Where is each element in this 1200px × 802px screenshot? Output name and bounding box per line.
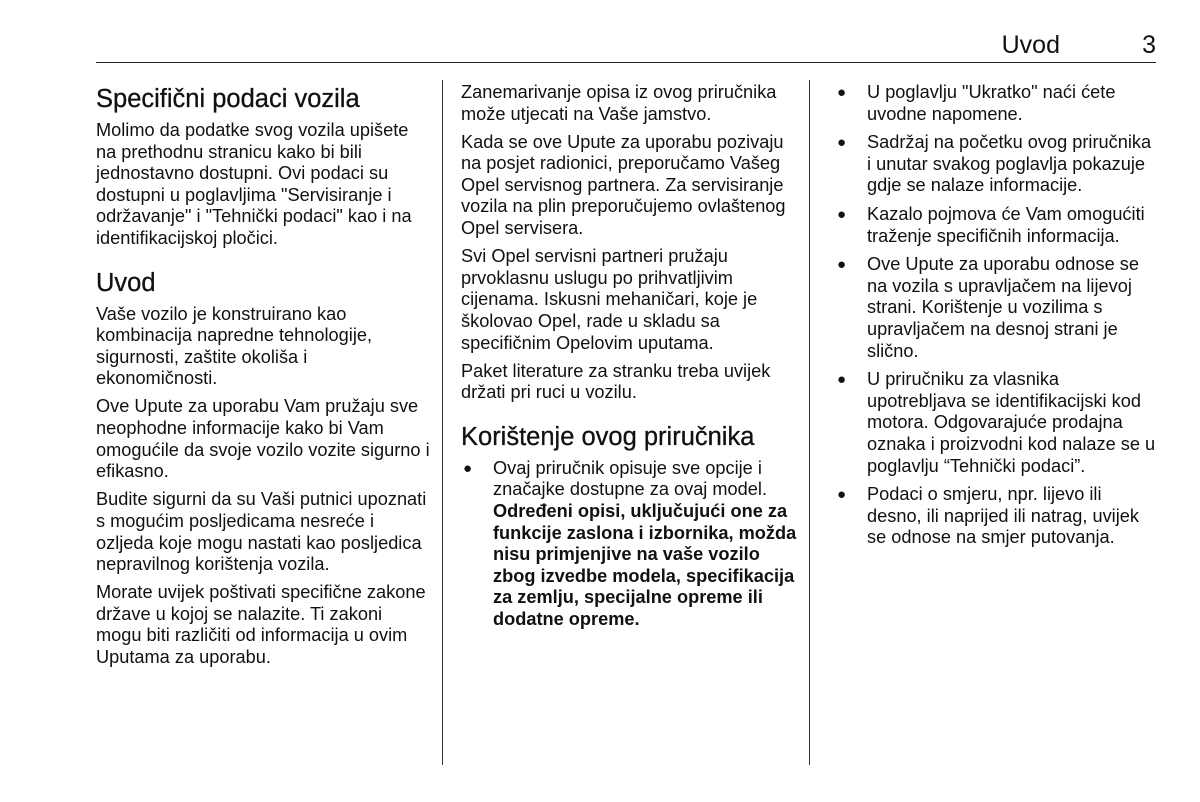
bullet-icon: ● bbox=[837, 256, 847, 274]
heading-uvod: Uvod bbox=[96, 268, 156, 297]
header-chapter-title: Uvod bbox=[1001, 31, 1060, 59]
list-item bbox=[461, 458, 797, 631]
paragraph: Kada se ove Upute za uporabu pozivaju na posjet radionici, preporučamo Vašeg Opel servisnog partnera. Za servisiranje vozila na plin preporučujemo ovlaštenog Opel servisera. bbox=[461, 131, 786, 239]
paragraph: Zanemarivanje opisa iz ovog priručnika može utjecati na Vaše jamstvo. bbox=[461, 82, 777, 124]
column-2 bbox=[461, 82, 797, 638]
list-item-text: Ove Upute za uporabu odnose se na vozila s upravljačem na lijevoj strani. Korištenje u vozilima s upravljačem na desnoj strani je slično. bbox=[867, 254, 1139, 361]
list-item bbox=[835, 254, 1159, 362]
heading-koristenje-prirucnika: Korištenje ovog priručnika bbox=[461, 422, 755, 451]
heading-specificni-podaci: Specifični podaci vozila bbox=[96, 85, 360, 113]
list-item bbox=[835, 82, 1159, 125]
header-rule bbox=[96, 62, 1156, 63]
list-item-bold-text: Određeni opisi, uključujući one za funkcije zaslona i izbornika, možda nisu primjenjive na vaše vozilo zbog izvedbe modela, specifikacija za zemlju, specijalne opreme ili dodatne opreme. bbox=[493, 501, 797, 629]
bullet-icon: ● bbox=[837, 371, 847, 389]
list-item bbox=[835, 204, 1159, 247]
header-page-number: 3 bbox=[1142, 31, 1156, 59]
bullet-list bbox=[835, 82, 1159, 549]
list-item bbox=[835, 369, 1159, 477]
column-1 bbox=[96, 82, 431, 675]
paragraph: Budite sigurni da su Vaši putnici upoznati s mogućim posljedicama nesreće i ozljeda koje mogu nastati kao posljedica nepravilnog korištenja vozila. bbox=[96, 489, 427, 575]
bullet-list bbox=[461, 458, 797, 631]
bullet-icon: ● bbox=[837, 486, 847, 504]
bullet-icon: ● bbox=[837, 205, 847, 223]
paragraph: Svi Opel servisni partneri pružaju prvoklasnu uslugu po prihvatljivim cijenama. Iskusni mehaničari, koje je školovao Opel, rade u skladu sa specifičnim Opelovim uputama. bbox=[461, 246, 758, 353]
bullet-icon: ● bbox=[837, 134, 847, 152]
list-item bbox=[835, 132, 1159, 197]
list-item-text: U priručniku za vlasnika upotrebljava se identifikacijski kod motora. Odgovarajuće prodajna oznaka i proizvodni kod nalaze se u poglavlju “Tehnički podaci”. bbox=[867, 369, 1156, 476]
bullet-icon: ● bbox=[463, 459, 473, 477]
paragraph: Ove Upute za uporabu Vam pružaju sve neophodne informacije kako bi Vam omogućile da svoje vozilo vozite sigurno i efikasno. bbox=[96, 396, 430, 482]
list-item bbox=[835, 484, 1159, 549]
paragraph: Morate uvijek poštivati specifične zakone države u kojoj se nalazite. Ti zakoni mogu biti različiti od informacija u ovim Uputama za uporabu. bbox=[96, 582, 426, 667]
column-divider-2 bbox=[809, 80, 810, 765]
paragraph: Molimo da podatke svog vozila upišete na prethodnu stranicu kako bi bili jednostavno dostupni. Ovi podaci su dostupni u poglavljima "Servisiranje i održavanje" i "Tehnički podaci" kao i na identifikacijskoj pločici. bbox=[96, 120, 412, 248]
list-item-text: Sadržaj na početku ovog priručnika i unutar svakog poglavlja pokazuje gdje se nalaze informacije. bbox=[867, 132, 1152, 196]
list-item-text: Kazalo pojmova će Vam omogućiti traženje specifičnih informacija. bbox=[867, 203, 1145, 246]
bullet-icon: ● bbox=[837, 84, 847, 101]
column-divider-1 bbox=[442, 80, 443, 765]
list-item-text: Podaci o smjeru, npr. lijevo ili desno, ili naprijed ili natrag, uvijek se odnose na smjer putovanja. bbox=[867, 484, 1139, 548]
paragraph: Paket literature za stranku treba uvijek držati pri ruci u vozilu. bbox=[461, 360, 771, 403]
list-item-text: U poglavlju "Ukratko" naći ćete uvodne napomene. bbox=[867, 82, 1116, 124]
paragraph: Vaše vozilo je konstruirano kao kombinacija napredne tehnologije, sigurnosti, zaštite okoliša i ekonomičnosti. bbox=[96, 303, 373, 389]
column-3 bbox=[835, 82, 1159, 556]
list-item-text: Ovaj priručnik opisuje sve opcije i značajke dostupne za ovaj model. bbox=[493, 457, 767, 500]
